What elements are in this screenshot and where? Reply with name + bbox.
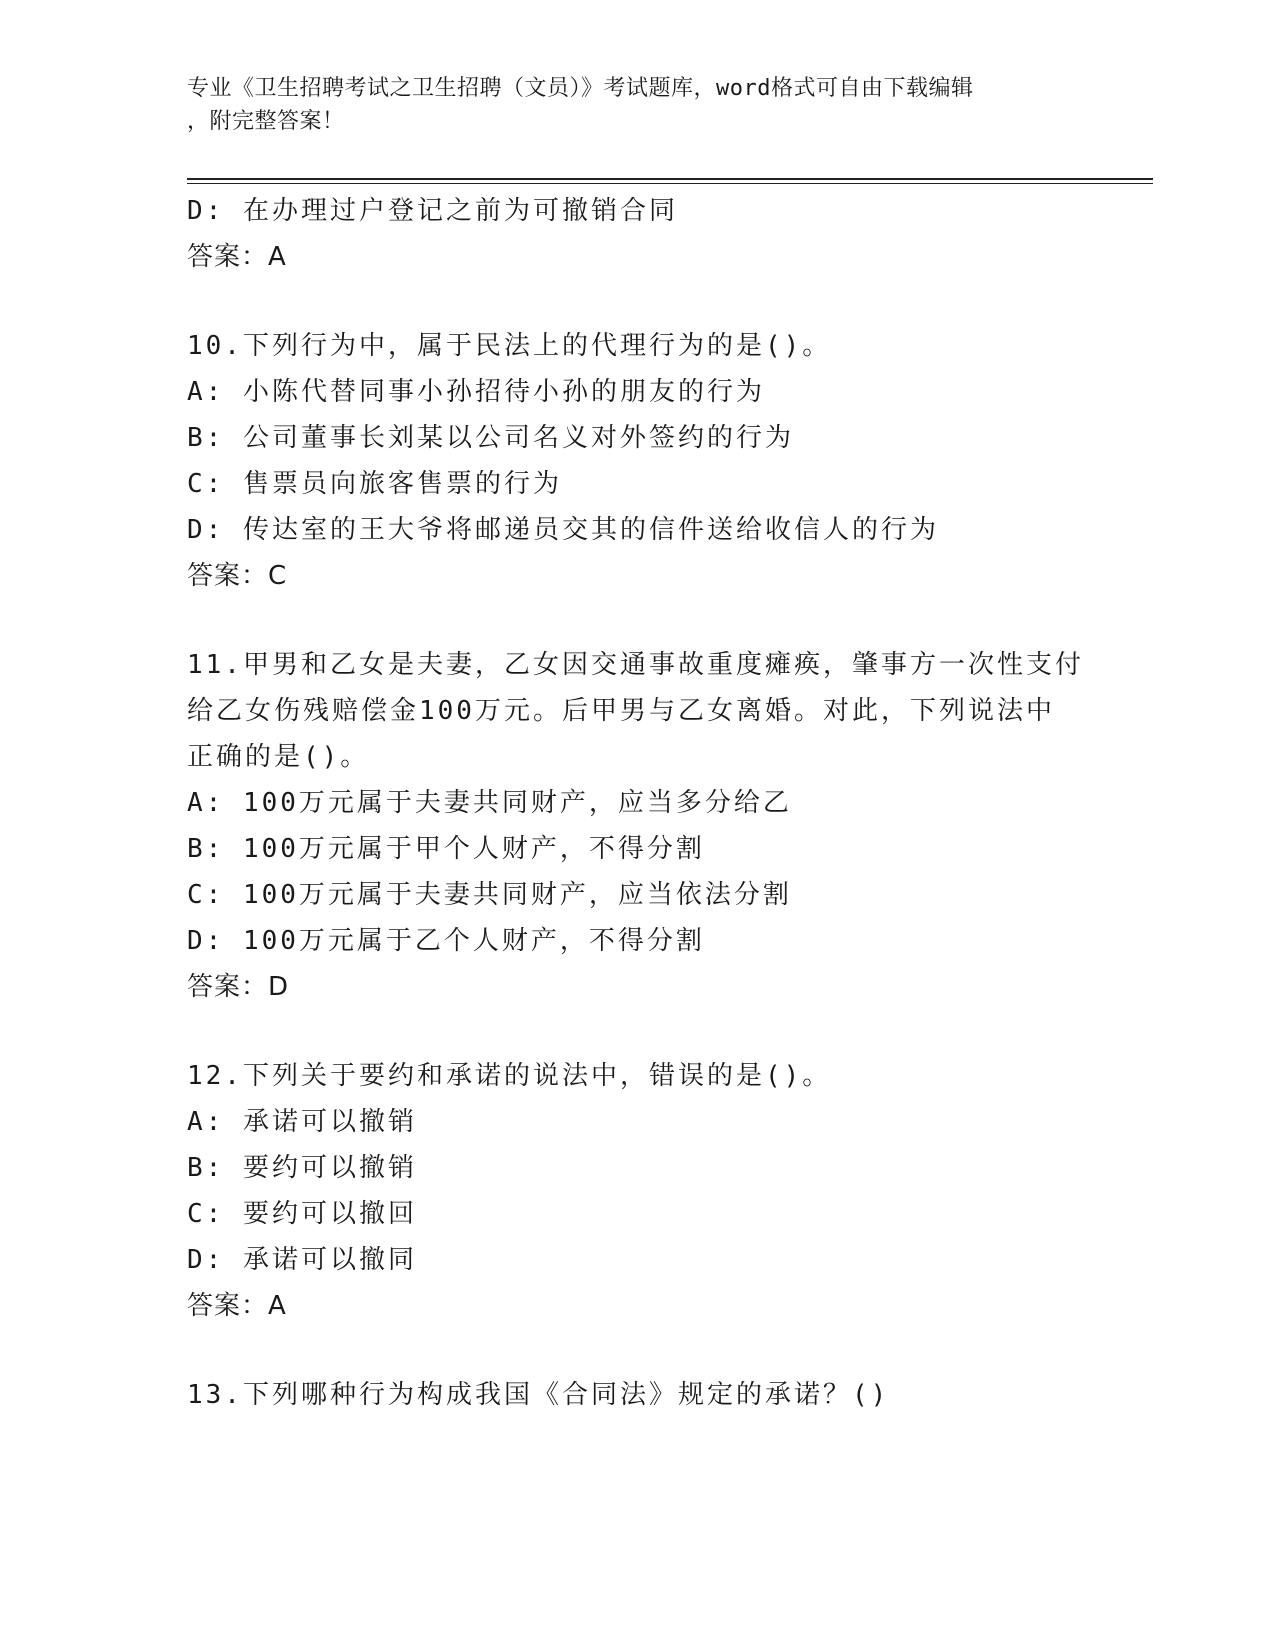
option-d: D: 在办理过户登记之前为可撤销合同 [187, 196, 678, 226]
question-13 [187, 1372, 1087, 1418]
option-d: D: 100万元属于乙个人财产，不得分割 [187, 926, 705, 956]
header-divider-thin [187, 183, 1153, 184]
document-header [187, 72, 1067, 138]
question-list [187, 188, 1087, 1418]
option-c: C: 售票员向旅客售票的行为 [187, 469, 562, 499]
prev-question-block [187, 188, 1087, 280]
header-line-1: 专业《卫生招聘考试之卫生招聘（文员）》考试题库，word格式可自由下载编辑 [187, 76, 974, 101]
answer-label: 答案：A [187, 242, 287, 272]
question-11 [187, 642, 1087, 1010]
option-b: B: 要约可以撤销 [187, 1153, 417, 1183]
header-line-2: ，附完整答案！ [187, 109, 345, 134]
answer-label: 答案：C [187, 561, 288, 591]
option-b: B: 100万元属于甲个人财产，不得分割 [187, 834, 705, 864]
question-stem-line-3: 正确的是()。 [187, 742, 370, 772]
question-10 [187, 323, 1087, 599]
option-a: A: 100万元属于夫妻共同财产，应当多分给乙 [187, 788, 792, 818]
option-d: D: 传达室的王大爷将邮递员交其的信件送给收信人的行为 [187, 515, 939, 545]
question-stem: 12.下列关于要约和承诺的说法中，错误的是()。 [187, 1061, 832, 1091]
option-a: A: 承诺可以撤销 [187, 1107, 417, 1137]
option-d: D: 承诺可以撤同 [187, 1245, 417, 1275]
option-a: A: 小陈代替同事小孙招待小孙的朋友的行为 [187, 377, 765, 407]
question-stem: 13.下列哪种行为构成我国《合同法》规定的承诺？() [187, 1380, 890, 1410]
header-divider-thick [187, 178, 1153, 180]
option-c: C: 100万元属于夫妻共同财产，应当依法分割 [187, 880, 792, 910]
option-b: B: 公司董事长刘某以公司名义对外签约的行为 [187, 423, 794, 453]
answer-label: 答案：D [187, 972, 290, 1002]
question-12 [187, 1053, 1087, 1329]
question-stem-line-2: 给乙女伤残赔偿金100万元。后甲男与乙女离婚。对此，下列说法中 [187, 696, 1055, 726]
option-c: C: 要约可以撤回 [187, 1199, 417, 1229]
answer-label: 答案：A [187, 1291, 287, 1321]
question-stem: 10.下列行为中，属于民法上的代理行为的是()。 [187, 331, 832, 361]
question-stem-line-1: 11.甲男和乙女是夫妻，乙女因交通事故重度瘫痪，肇事方一次性支付 [187, 650, 1084, 680]
